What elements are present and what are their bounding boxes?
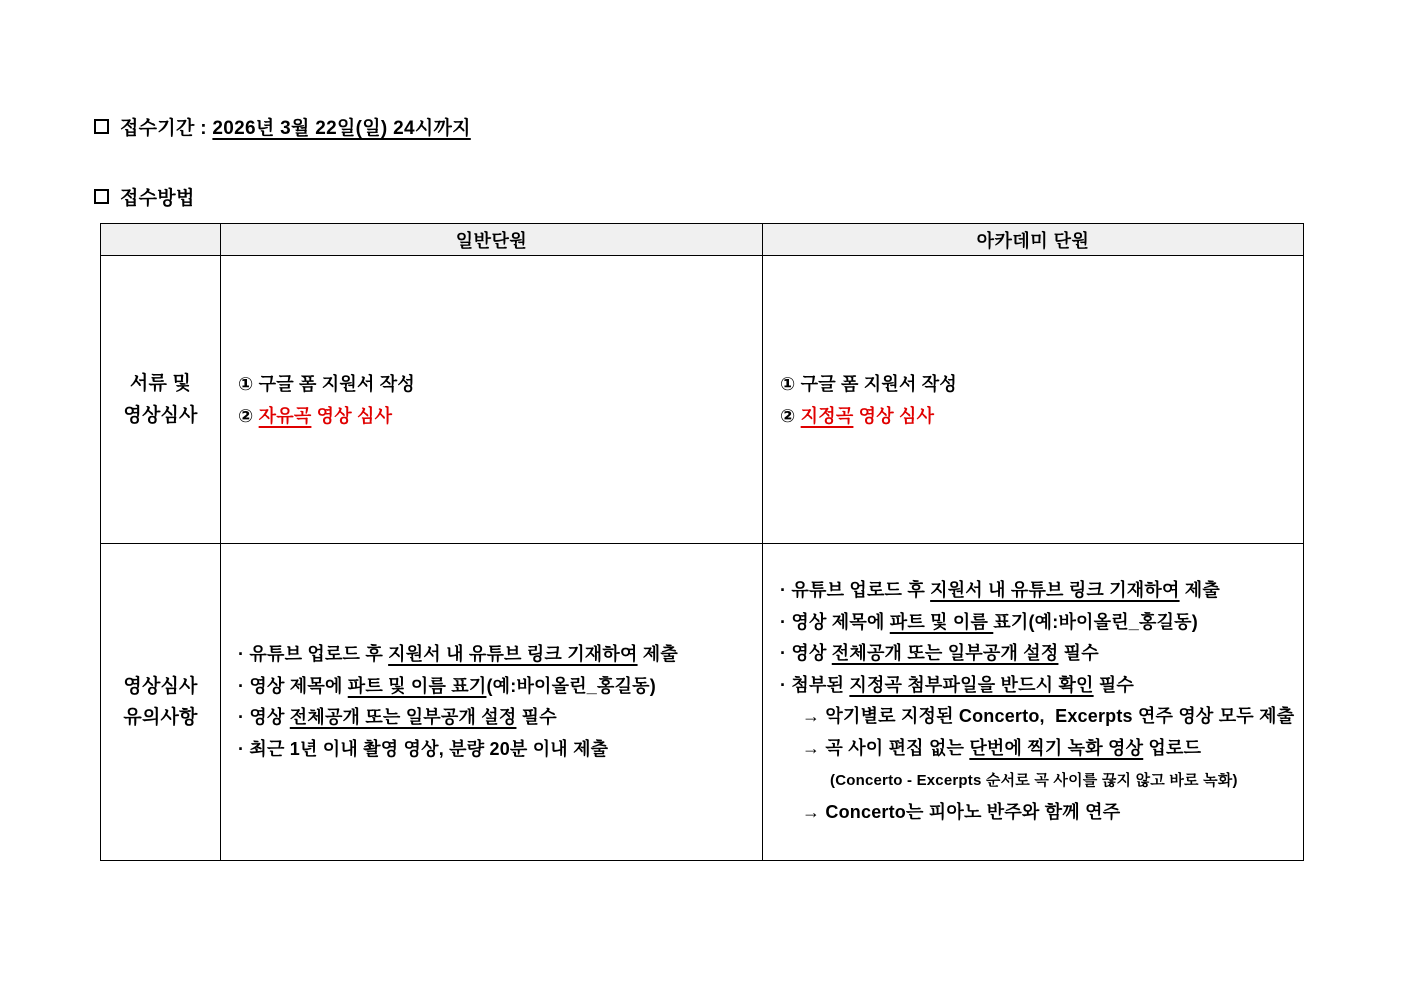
application-method-label: 접수방법	[120, 188, 195, 209]
row-label-document-video-screening	[101, 256, 221, 544]
table-header-empty	[101, 224, 221, 256]
application-period-label: 접수기간 :	[120, 118, 213, 139]
row-label-video-screening-notes	[101, 544, 221, 861]
cell-academy-screening	[763, 256, 1304, 544]
note-video-visibility: · 영상 전체공개 또는 일부공개 설정 필수	[780, 643, 1099, 664]
note-video-title: · 영상 제목에 파트 및 이름 표기(예:바이올린_홍길동)	[780, 611, 1198, 632]
note-single-take: → 곡 사이 편집 없는 단번에 찍기 녹화 영상 업로드	[802, 737, 1202, 758]
note-youtube-upload: · 유튜브 업로드 후 지원서 내 유튜브 링크 기재하여 제출	[238, 644, 678, 664]
step-free-piece-video: ② 자유곡 영상 심사	[238, 405, 393, 426]
cell-general-screening	[221, 256, 763, 544]
application-method-table	[100, 223, 1304, 861]
note-youtube-upload: · 유튜브 업로드 후 지원서 내 유튜브 링크 기재하여 제출	[780, 580, 1220, 601]
table-header-general-member: 일반단원	[221, 224, 763, 256]
note-piano-accompaniment: → Concerto는 피아노 반주와 함께 연주	[802, 802, 1121, 823]
row-label-line: 유의사항	[123, 707, 198, 728]
checkbox-icon	[94, 189, 109, 204]
application-period-deadline: 2026년 3월 22일(일) 24시까지	[212, 118, 471, 139]
note-recording-order: (Concerto - Excerpts 순서로 곡 사이를 끊지 않고 바로 녹화)	[830, 772, 1238, 790]
note-video-length: · 최근 1년 이내 촬영 영상, 분량 20분 이내 제출	[238, 738, 609, 759]
cell-academy-notes	[763, 544, 1304, 861]
table-row-video-screening-notes	[101, 544, 1304, 861]
row-label-line: 영상심사	[123, 675, 198, 697]
cell-general-notes	[221, 544, 763, 861]
table-header-row	[101, 224, 1304, 256]
note-check-attachment: · 첨부된 지정곡 첨부파일을 반드시 확인 필수	[780, 674, 1135, 695]
row-label-line: 서류 및	[129, 372, 192, 394]
step-designated-piece-video: ② 지정곡 영상 심사	[780, 405, 935, 426]
table-row-document-video-screening	[101, 256, 1304, 544]
table-header-academy-member: 아카데미 단원	[763, 224, 1304, 256]
row-label-line: 영상심사	[123, 404, 198, 426]
note-video-visibility: · 영상 전체공개 또는 일부공개 설정 필수	[238, 707, 557, 727]
note-concerto-excerpts: → 악기별로 지정된 Concerto, Excerpts 연주 영상 모두 제출	[802, 706, 1295, 727]
section-heading-application-method	[94, 183, 195, 210]
section-heading-application-period	[94, 113, 471, 140]
checkbox-icon	[94, 119, 109, 134]
note-video-title: · 영상 제목에 파트 및 이름 표기(예:바이올린_홍길동)	[238, 675, 656, 696]
step-google-form: ① 구글 폼 지원서 작성	[780, 373, 957, 394]
step-google-form: ① 구글 폼 지원서 작성	[238, 373, 415, 394]
